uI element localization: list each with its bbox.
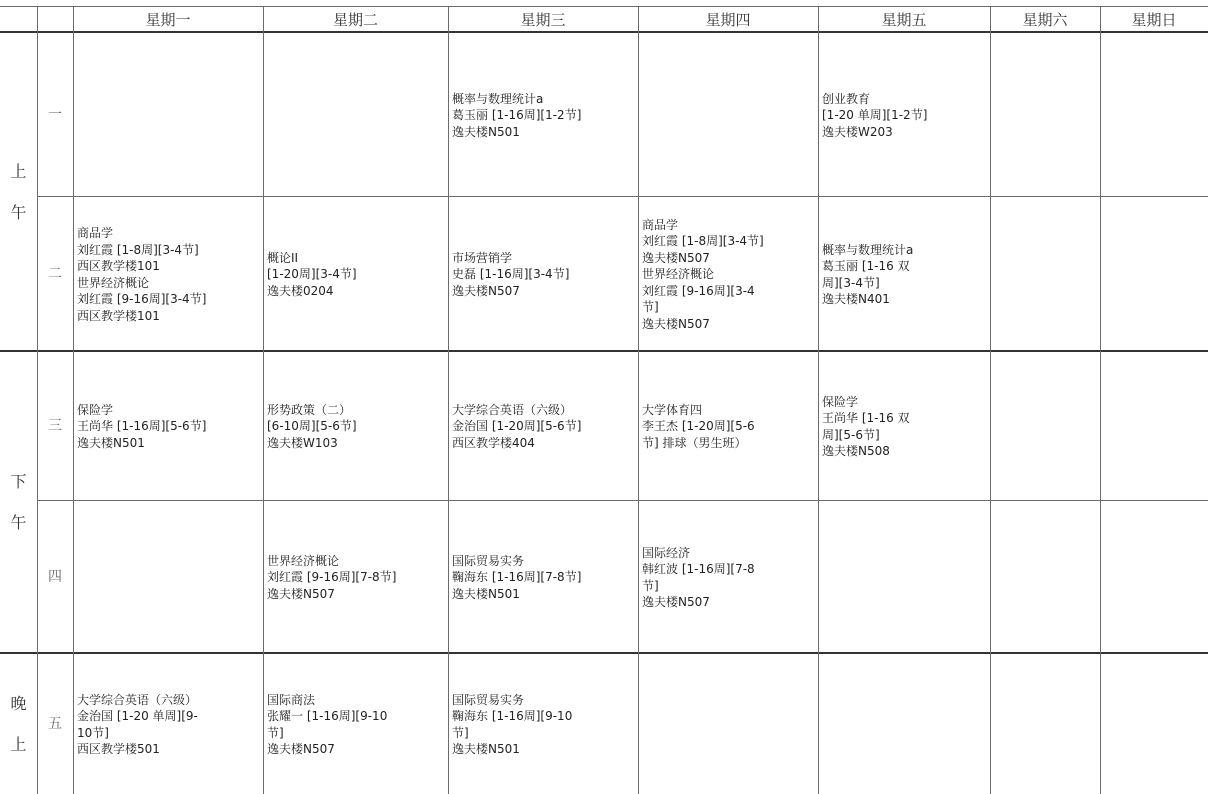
grid-line — [73, 6, 74, 794]
course-detail: 10节] — [77, 725, 109, 740]
course-detail: 逸夫楼N507 — [267, 742, 335, 756]
course-cell — [638, 196, 818, 350]
grid-line — [0, 652, 1208, 654]
course-detail: [6-10周][5-6节] — [267, 419, 357, 434]
course-detail: 逸夫楼W103 — [267, 435, 338, 450]
course-detail: 鞠海东 [1-16周][9-10 — [452, 709, 573, 723]
course-name: 国际商法 — [267, 692, 316, 707]
course-detail: 节] — [642, 300, 659, 315]
grid-line — [37, 196, 1208, 197]
segment-label — [0, 350, 37, 652]
course-detail: 逸夫楼N507 — [267, 586, 335, 601]
course-detail: 西区教学楼101 — [77, 259, 160, 273]
course-detail: 逸夫楼N401 — [822, 292, 890, 306]
course-cell — [638, 350, 818, 500]
course-name: 大学综合英语（六级） — [77, 692, 198, 707]
course-detail: 世界经济概论 — [77, 275, 150, 290]
course-cell — [638, 500, 818, 652]
grid-line — [263, 6, 264, 794]
course-cell — [818, 196, 990, 350]
day-header: 星期三 — [520, 10, 566, 29]
course-detail: 刘红霞 [1-8周][3-4节] — [642, 234, 764, 249]
day-header: 星期一 — [145, 10, 191, 29]
period-label: 三 — [48, 418, 62, 434]
course-name: 形势政策（二） — [267, 402, 352, 417]
course-cell — [448, 196, 638, 350]
course-name: 创业教育 — [822, 91, 871, 106]
course-cell — [263, 350, 448, 500]
course-detail: 逸夫楼N507 — [642, 595, 710, 609]
course-name: 概率与数理统计a — [822, 242, 914, 257]
course-name: 国际贸易实务 — [452, 692, 525, 707]
grid-line — [0, 350, 1208, 352]
course-detail: 西区教学楼404 — [452, 435, 535, 450]
grid-line — [0, 6, 1208, 7]
segment-char: 上 — [10, 735, 27, 754]
course-name: 国际贸易实务 — [452, 553, 525, 568]
course-cell — [448, 350, 638, 500]
course-name: 商品学 — [642, 217, 679, 232]
course-detail: 西区教学楼501 — [77, 742, 160, 756]
day-header: 星期五 — [881, 10, 927, 29]
course-name: 国际经济 — [642, 545, 691, 560]
course-detail: 刘红霞 [9-16周][3-4节] — [77, 292, 207, 306]
course-cell — [448, 32, 638, 196]
day-header: 星期日 — [1131, 10, 1177, 29]
segment-char: 午 — [10, 513, 27, 532]
day-header: 星期六 — [1022, 10, 1068, 29]
course-detail: 张耀一 [1-16周][9-10 — [267, 709, 388, 723]
period-label: 一 — [48, 107, 62, 123]
segment-char: 晚 — [10, 694, 27, 713]
grid-line — [448, 6, 449, 794]
course-detail: 逸夫楼N507 — [642, 250, 710, 265]
grid-line — [638, 6, 639, 794]
segment-char: 下 — [10, 472, 27, 491]
course-name: 商品学 — [77, 226, 114, 240]
course-detail: 逸夫楼N508 — [822, 444, 890, 458]
course-detail: [1-20 单周][1-2节] — [822, 108, 928, 123]
grid-line — [37, 6, 38, 794]
grid-line — [1100, 6, 1101, 794]
course-name: 保险学 — [77, 402, 114, 417]
course-detail: 周][5-6节] — [822, 427, 880, 442]
course-cell — [263, 196, 448, 350]
course-detail: 金治国 [1-20 单周][9- — [77, 709, 198, 723]
course-detail: 逸夫楼N507 — [452, 283, 520, 298]
course-detail: 逸夫楼N501 — [452, 586, 520, 601]
course-name: 大学综合英语（六级） — [452, 402, 573, 417]
course-detail: 韩红波 [1-16周][7-8 — [642, 562, 755, 576]
period-label: 四 — [48, 569, 62, 585]
course-detail: 逸夫楼0204 — [267, 283, 334, 298]
course-name: 世界经济概论 — [267, 553, 340, 568]
course-detail: [1-20周][3-4节] — [267, 267, 357, 282]
course-detail: 王尚华 [1-16 双 — [822, 411, 910, 425]
grid-line — [0, 31, 1208, 33]
grid-line — [37, 500, 1208, 501]
day-header: 星期四 — [705, 10, 751, 29]
course-name: 市场营销学 — [452, 250, 513, 265]
course-cell — [73, 652, 263, 794]
course-cell — [448, 652, 638, 794]
course-detail: 李王杰 [1-20周][5-6 — [642, 419, 755, 434]
course-cell — [73, 196, 263, 350]
segment-label — [0, 32, 37, 350]
course-detail: 刘红霞 [1-8周][3-4节] — [77, 242, 199, 257]
course-cell — [73, 350, 263, 500]
course-name: 大学体育四 — [642, 402, 703, 417]
course-detail: 世界经济概论 — [642, 267, 715, 282]
segment-char: 上 — [10, 162, 27, 181]
grid-line — [818, 6, 819, 794]
period-label: 五 — [48, 716, 62, 732]
course-detail: 节] — [642, 578, 659, 593]
course-detail: 节] — [452, 725, 469, 740]
course-detail: 金治国 [1-20周][5-6节] — [452, 419, 582, 434]
course-detail: 鞠海东 [1-16周][7-8节] — [452, 570, 582, 585]
course-detail: 节] 排球（男生班） — [642, 435, 747, 450]
course-detail: 逸夫楼W203 — [822, 124, 893, 139]
course-detail: 刘红霞 [9-16周][3-4 — [642, 283, 755, 298]
course-cell — [818, 32, 990, 196]
course-cell — [263, 652, 448, 794]
course-name: 概率与数理统计a — [452, 91, 544, 106]
grid-line — [990, 6, 991, 794]
course-cell — [263, 500, 448, 652]
day-header: 星期二 — [332, 10, 378, 29]
course-detail: 西区教学楼101 — [77, 308, 160, 323]
course-detail: 逸夫楼N501 — [77, 435, 145, 450]
segment-char: 午 — [10, 203, 27, 222]
course-name: 保险学 — [822, 394, 859, 409]
course-detail: 周][3-4节] — [822, 275, 880, 290]
course-cell — [448, 500, 638, 652]
course-detail: 葛玉丽 [1-16 双 — [822, 259, 910, 273]
course-name: 概论II — [267, 250, 299, 265]
period-label: 二 — [48, 266, 62, 282]
course-detail: 葛玉丽 [1-16周][1-2节] — [452, 108, 582, 123]
course-detail: 节] — [267, 725, 284, 740]
course-detail: 逸夫楼N501 — [452, 124, 520, 139]
course-detail: 刘红霞 [9-16周][7-8节] — [267, 570, 397, 585]
course-cell — [818, 350, 990, 500]
course-detail: 逸夫楼N501 — [452, 742, 520, 756]
course-detail: 史磊 [1-16周][3-4节] — [452, 267, 570, 282]
segment-label — [0, 652, 37, 794]
course-detail: 逸夫楼N507 — [642, 316, 710, 331]
course-detail: 王尚华 [1-16周][5-6节] — [77, 419, 207, 434]
